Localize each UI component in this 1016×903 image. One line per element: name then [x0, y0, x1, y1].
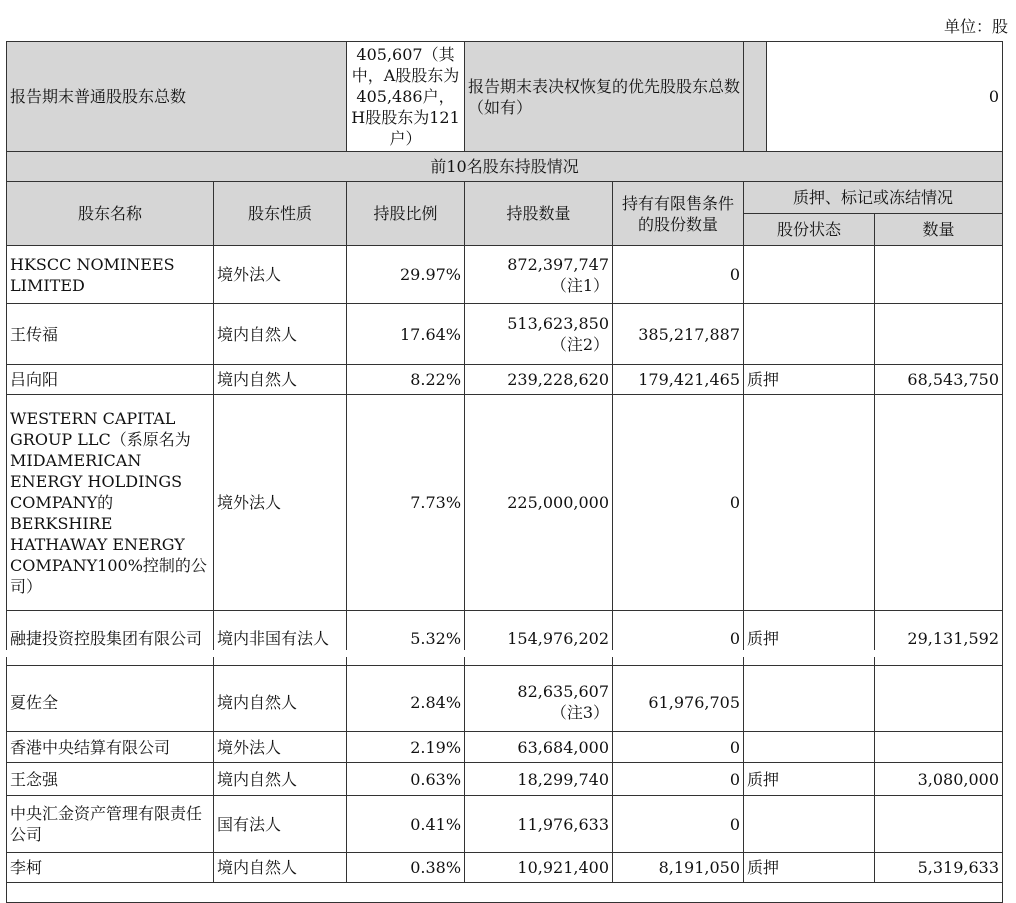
section-title-row — [7, 152, 1003, 182]
row-nature: 境内自然人 — [214, 304, 347, 365]
row-restricted: 0 — [613, 796, 744, 853]
row-ratio: 2.19% — [347, 732, 465, 763]
table-row — [7, 853, 1003, 883]
row-quantity: 154,976,202 — [465, 611, 613, 666]
row-quantity-cell — [465, 246, 613, 304]
row-quantity-cell — [465, 304, 613, 365]
row-name: WESTERN CAPITAL GROUP LLC（系原名为MIDAMERICAN ENERGY HOLDINGS COMPANY的BERKSHIRE HATHAWAY ENERGY COMPANY100%控制的公司） — [7, 395, 214, 611]
table-row — [7, 395, 1003, 611]
row-pledge-status — [744, 304, 875, 365]
row-quantity: 239,228,620 — [465, 365, 613, 395]
table-row — [7, 796, 1003, 853]
header-nature: 股东性质 — [214, 182, 347, 246]
row-restricted: 0 — [613, 763, 744, 796]
table-row — [7, 304, 1003, 365]
preferred-value: 0 — [767, 42, 1003, 152]
total-common-label: 报告期末普通股股东总数 — [7, 42, 347, 152]
row-restricted: 8,191,050 — [613, 853, 744, 883]
row-name: 王传福 — [7, 304, 214, 365]
row-quantity-note: （注1） — [550, 275, 610, 295]
row-restricted: 0 — [613, 246, 744, 304]
preferred-label: 报告期末表决权恢复的优先股股东总数（如有） — [465, 42, 744, 152]
section-title: 前10名股东持股情况 — [7, 152, 1003, 182]
row-name: 香港中央结算有限公司 — [7, 732, 214, 763]
row-pledge-status: 质押 — [744, 853, 875, 883]
cut-off-row — [7, 883, 1003, 903]
row-pledge-count: 3,080,000 — [875, 763, 1003, 796]
page-break-gap — [6, 650, 1002, 657]
row-quantity: 513,623,850 — [507, 314, 610, 333]
row-nature: 国有法人 — [214, 796, 347, 853]
row-pledge-status — [744, 796, 875, 853]
row-restricted: 61,976,705 — [613, 666, 744, 732]
row-quantity: 10,921,400 — [465, 853, 613, 883]
header-quantity: 持股数量 — [465, 182, 613, 246]
row-nature: 境内自然人 — [214, 853, 347, 883]
row-pledge-count: 5,319,633 — [875, 853, 1003, 883]
row-restricted: 0 — [613, 732, 744, 763]
row-nature: 境外法人 — [214, 246, 347, 304]
table-row — [7, 365, 1003, 395]
row-nature: 境外法人 — [214, 395, 347, 611]
row-nature: 境内非国有法人 — [214, 611, 347, 666]
table-row — [7, 611, 1003, 666]
row-ratio: 17.64% — [347, 304, 465, 365]
row-nature: 境外法人 — [214, 732, 347, 763]
summary-row — [7, 42, 1003, 152]
table-row-partial — [7, 883, 1003, 903]
row-pledge-status: 质押 — [744, 365, 875, 395]
row-name: HKSCC NOMINEES LIMITED — [7, 246, 214, 304]
row-nature: 境内自然人 — [214, 763, 347, 796]
row-quantity: 63,684,000 — [465, 732, 613, 763]
row-pledge-count — [875, 796, 1003, 853]
row-nature: 境内自然人 — [214, 365, 347, 395]
row-restricted: 179,421,465 — [613, 365, 744, 395]
row-pledge-count — [875, 395, 1003, 611]
header-pledge-count: 数量 — [875, 214, 1003, 246]
unit-label: 单位：股 — [943, 17, 1008, 36]
row-name: 融捷投资控股集团有限公司 — [7, 611, 214, 666]
row-quantity: 11,976,633 — [465, 796, 613, 853]
row-quantity: 82,635,607 — [517, 682, 610, 701]
row-restricted: 0 — [613, 395, 744, 611]
row-pledge-status — [744, 732, 875, 763]
header-row-1 — [7, 182, 1003, 214]
row-quantity: 872,397,747 — [507, 254, 610, 274]
header-ratio: 持股比例 — [347, 182, 465, 246]
total-common-value: 405,607（其中，A股股东为405,486户，H股股东为121户） — [347, 42, 465, 152]
summary-spacer — [744, 42, 767, 152]
row-quantity-note: （注3） — [550, 703, 610, 722]
header-name: 股东名称 — [7, 182, 214, 246]
table-row — [7, 763, 1003, 796]
row-pledge-status — [744, 246, 875, 304]
table-row — [7, 666, 1003, 732]
row-ratio: 0.38% — [347, 853, 465, 883]
row-pledge-count — [875, 666, 1003, 732]
row-ratio: 0.41% — [347, 796, 465, 853]
header-pledge-group: 质押、标记或冻结情况 — [744, 182, 1003, 214]
row-ratio: 8.22% — [347, 365, 465, 395]
row-name: 吕向阳 — [7, 365, 214, 395]
row-pledge-count: 29,131,592 — [875, 611, 1003, 666]
row-pledge-status — [744, 395, 875, 611]
row-pledge-count: 68,543,750 — [875, 365, 1003, 395]
row-ratio: 29.97% — [347, 246, 465, 304]
row-pledge-count — [875, 304, 1003, 365]
header-restricted: 持有有限售条件的股份数量 — [613, 182, 744, 246]
row-ratio: 7.73% — [347, 395, 465, 611]
row-ratio: 5.32% — [347, 611, 465, 666]
shareholder-table — [6, 41, 1003, 903]
row-pledge-count — [875, 246, 1003, 304]
row-pledge-status: 质押 — [744, 611, 875, 666]
row-name: 李柯 — [7, 853, 214, 883]
row-quantity: 18,299,740 — [465, 763, 613, 796]
row-ratio: 0.63% — [347, 763, 465, 796]
row-pledge-status: 质押 — [744, 763, 875, 796]
row-name: 中央汇金资产管理有限责任公司 — [7, 796, 214, 853]
row-name: 夏佐全 — [7, 666, 214, 732]
row-quantity: 225,000,000 — [465, 395, 613, 611]
row-ratio: 2.84% — [347, 666, 465, 732]
row-pledge-status — [744, 666, 875, 732]
row-quantity-cell — [465, 666, 613, 732]
row-nature: 境内自然人 — [214, 666, 347, 732]
table-row — [7, 246, 1003, 304]
row-restricted: 0 — [613, 611, 744, 666]
table-row — [7, 732, 1003, 763]
row-pledge-count — [875, 732, 1003, 763]
header-pledge-status: 股份状态 — [744, 214, 875, 246]
row-quantity-note: （注2） — [550, 335, 610, 354]
row-name: 王念强 — [7, 763, 214, 796]
row-restricted: 385,217,887 — [613, 304, 744, 365]
